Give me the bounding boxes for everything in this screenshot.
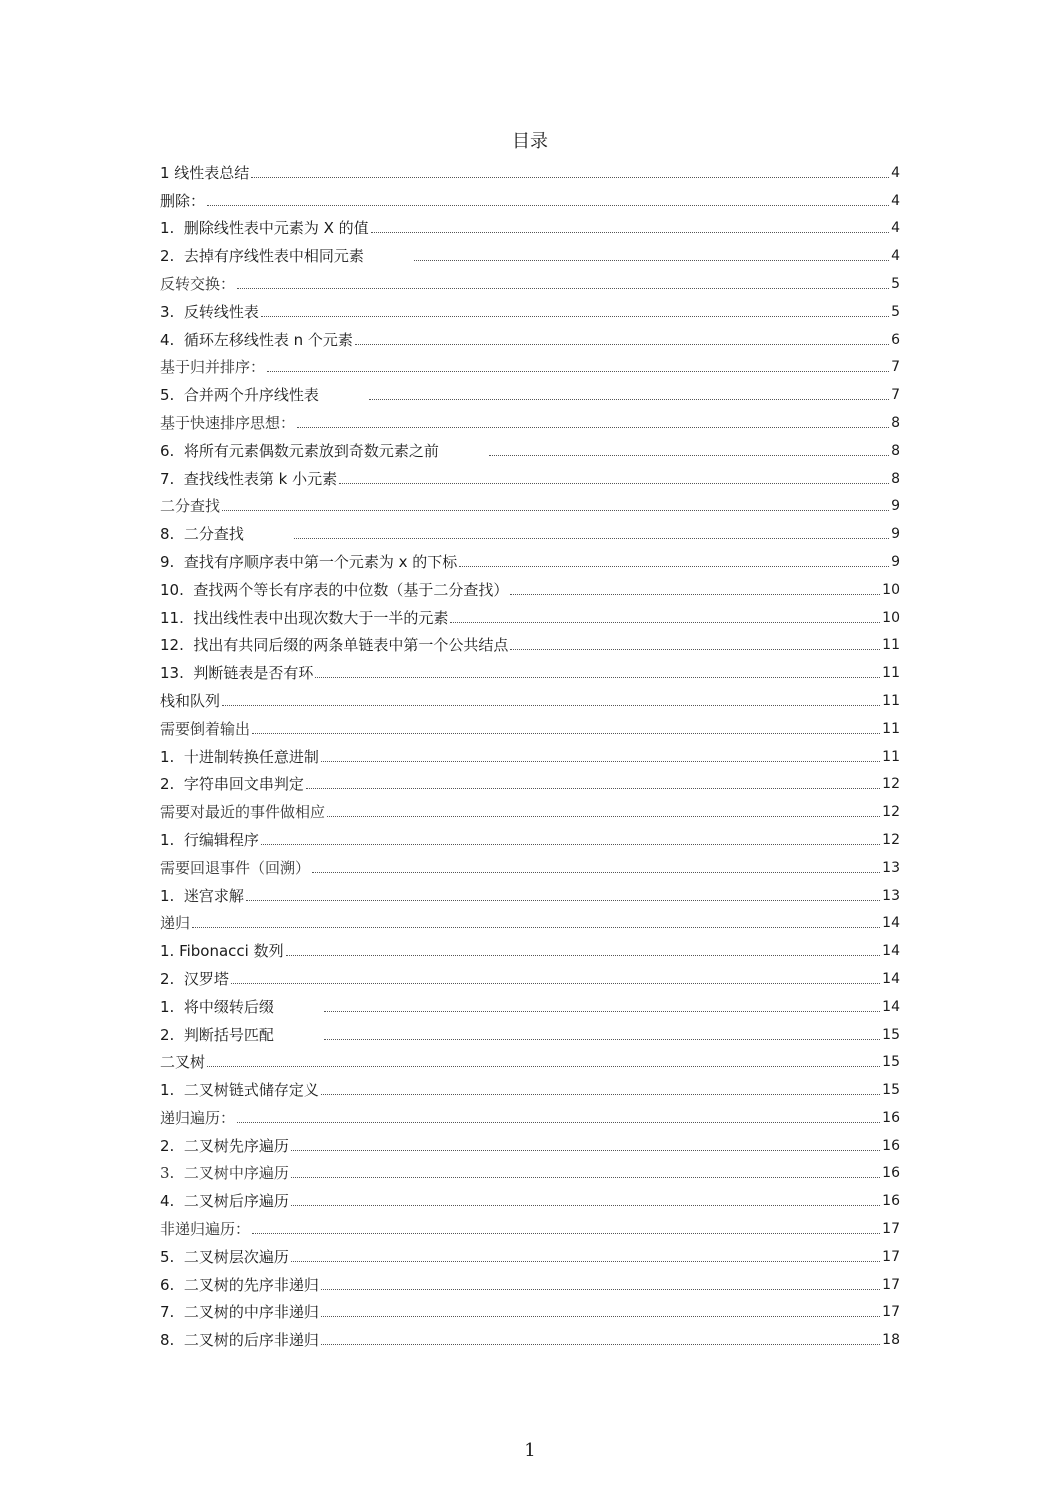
toc-entry[interactable] [160, 517, 900, 545]
toc-entry[interactable] [160, 1073, 900, 1101]
toc-dot-leader [231, 982, 880, 984]
toc-entry-title: 11. 找出线性表中出现次数大于一半的元素 [160, 608, 449, 627]
toc-entry-page: 14 [882, 943, 900, 960]
toc-entry-page: 7 [891, 359, 900, 376]
toc-dot-leader [321, 760, 880, 762]
toc-entry-page: 6 [891, 331, 900, 348]
toc-dot-leader [261, 315, 889, 317]
toc-entry[interactable] [160, 601, 900, 629]
toc-entry-page: 4 [891, 248, 900, 265]
toc-entry-title: 栈和队列 [160, 691, 221, 710]
toc-dot-leader [252, 1232, 880, 1234]
toc-entry-page: 11 [882, 665, 900, 682]
toc-entry-page: 16 [882, 1137, 900, 1154]
toc-entry[interactable] [160, 629, 900, 657]
toc-entry[interactable] [160, 1129, 900, 1157]
toc-entry-page: 15 [882, 1026, 900, 1043]
toc-entry-title: 7. 查找线性表第 k 小元素 [160, 469, 338, 488]
toc-dot-leader [222, 509, 889, 511]
toc-entry[interactable] [160, 490, 900, 518]
toc-entry[interactable] [160, 1018, 900, 1046]
toc-entry-title: 基于快速排序思想： [160, 413, 296, 432]
toc-dot-leader [252, 732, 880, 734]
toc-dot-leader [222, 704, 880, 706]
toc-entry-page: 16 [882, 1165, 900, 1182]
toc-dot-leader [312, 871, 880, 873]
toc-entry[interactable] [160, 879, 900, 907]
toc-title: 目录 [512, 131, 548, 152]
toc-entry[interactable] [160, 795, 900, 823]
toc-dot-leader [267, 370, 889, 372]
toc-entry[interactable] [160, 323, 900, 351]
toc-dot-leader [450, 621, 880, 623]
toc-entry[interactable] [160, 239, 900, 267]
toc-entry-page: 17 [882, 1276, 900, 1293]
toc-entry-page: 10 [882, 609, 900, 626]
toc-dot-leader [371, 231, 889, 233]
toc-dot-leader [355, 343, 889, 345]
toc-entry-title: 删除： [160, 191, 206, 210]
toc-dot-leader [321, 1343, 880, 1345]
toc-entry-page: 16 [882, 1193, 900, 1210]
toc-entry[interactable] [160, 851, 900, 879]
toc-entry[interactable] [160, 990, 900, 1018]
toc-entry-title: 3. 反转线性表 [160, 302, 259, 321]
toc-entry-page: 4 [891, 220, 900, 237]
toc-entry-page: 18 [882, 1332, 900, 1349]
toc-entry-title: 反转交换： [160, 274, 236, 293]
toc-entry-page: 7 [891, 387, 900, 404]
toc-dot-leader [286, 954, 881, 956]
toc-entry-page: 8 [891, 414, 900, 431]
toc-dot-leader [237, 1121, 880, 1123]
toc-entry[interactable] [160, 1157, 900, 1185]
toc-entry-title: 二叉树 [160, 1053, 206, 1072]
toc-entry[interactable] [160, 462, 900, 490]
toc-entry[interactable] [160, 768, 900, 796]
toc-dot-leader [324, 1010, 880, 1012]
toc-entry-title: 2. 汉罗塔 [160, 969, 229, 988]
toc-entry-page: 11 [882, 692, 900, 709]
toc-entry-page: 9 [891, 526, 900, 543]
table-of-contents [160, 156, 900, 1351]
toc-dot-leader [246, 899, 880, 901]
toc-entry-page: 9 [891, 553, 900, 570]
toc-entry[interactable] [160, 962, 900, 990]
toc-entry[interactable] [160, 1268, 900, 1296]
toc-entry-page: 17 [882, 1248, 900, 1265]
toc-entry-page: 12 [882, 776, 900, 793]
toc-dot-leader [321, 1093, 880, 1095]
toc-entry-title: 2. 判断括号匹配 [160, 1025, 274, 1044]
toc-entry-title: 1. 将中缀转后缀 [160, 997, 274, 1016]
toc-entry[interactable] [160, 434, 900, 462]
toc-entry-page: 12 [882, 804, 900, 821]
toc-entry[interactable] [160, 684, 900, 712]
toc-entry[interactable] [160, 1101, 900, 1129]
toc-dot-leader [291, 1260, 880, 1262]
toc-entry-page: 14 [882, 915, 900, 932]
toc-entry-title: 12. 找出有共同后缀的两条单链表中第一个公共结点 [160, 636, 509, 655]
toc-dot-leader [207, 1065, 880, 1067]
toc-entry-page: 17 [882, 1304, 900, 1321]
toc-entry[interactable] [160, 1240, 900, 1268]
toc-dot-leader [414, 259, 889, 261]
toc-entry-page: 12 [882, 831, 900, 848]
toc-dot-leader [192, 926, 880, 928]
toc-entry-page: 8 [891, 442, 900, 459]
toc-entry-page: 14 [882, 998, 900, 1015]
toc-entry-page: 13 [882, 859, 900, 876]
toc-entry-title: 5. 合并两个升序线性表 [160, 386, 319, 405]
toc-entry-title: 1. 二叉树链式储存定义 [160, 1081, 319, 1100]
toc-entry-title: 非递归遍历： [160, 1220, 251, 1239]
toc-entry-page: 4 [891, 164, 900, 181]
toc-entry-title: 3. 二叉树中序遍历 [160, 1164, 289, 1183]
toc-entry-page: 14 [882, 970, 900, 987]
toc-entry-page: 15 [882, 1054, 900, 1071]
toc-entry[interactable] [160, 1323, 900, 1351]
toc-entry-title: 6. 二叉树的先序非递归 [160, 1275, 319, 1294]
toc-entry-title: 1. Fibonacci 数列 [160, 942, 284, 961]
toc-entry-title: 5. 二叉树层次遍历 [160, 1247, 289, 1266]
toc-dot-leader [291, 1204, 880, 1206]
toc-dot-leader [324, 1038, 880, 1040]
toc-entry[interactable] [160, 573, 900, 601]
toc-dot-leader [237, 287, 889, 289]
toc-entry-page: 13 [882, 887, 900, 904]
toc-entry-page: 4 [891, 192, 900, 209]
toc-entry-page: 11 [882, 637, 900, 654]
toc-dot-leader [327, 815, 880, 817]
toc-entry-page: 17 [882, 1221, 900, 1238]
toc-entry-title: 1 线性表总结 [160, 163, 250, 182]
toc-entry-title: 4. 二叉树后序遍历 [160, 1192, 289, 1211]
toc-entry-title: 8. 二分查找 [160, 525, 244, 544]
toc-entry-page: 11 [882, 748, 900, 765]
toc-dot-leader [294, 537, 889, 539]
toc-dot-leader [251, 176, 889, 178]
toc-entry-title: 基于归并排序： [160, 358, 266, 377]
toc-dot-leader [261, 843, 880, 845]
toc-entry-page: 5 [891, 303, 900, 320]
toc-entry[interactable] [160, 184, 900, 212]
toc-dot-leader [510, 648, 880, 650]
toc-entry[interactable] [160, 212, 900, 240]
page-number: 1 [524, 1440, 536, 1461]
toc-entry-page: 16 [882, 1109, 900, 1126]
toc-dot-leader [207, 204, 889, 206]
toc-entry-title: 1. 删除线性表中元素为 X 的值 [160, 219, 369, 238]
toc-entry[interactable] [160, 156, 900, 184]
toc-dot-leader [321, 1288, 880, 1290]
toc-dot-leader [297, 426, 889, 428]
toc-entry-title: 递归 [160, 914, 191, 933]
toc-entry[interactable] [160, 740, 900, 768]
toc-entry[interactable] [160, 295, 900, 323]
toc-entry-title: 4. 循环左移线性表 n 个元素 [160, 330, 353, 349]
toc-entry-title: 7. 二叉树的中序非递归 [160, 1303, 319, 1322]
toc-entry-title: 1. 迷宫求解 [160, 886, 244, 905]
toc-dot-leader [306, 787, 880, 789]
toc-entry-title: 2. 字符串回文串判定 [160, 775, 304, 794]
toc-entry[interactable] [160, 1212, 900, 1240]
toc-entry[interactable] [160, 351, 900, 379]
toc-dot-leader [315, 676, 880, 678]
toc-dot-leader [291, 1176, 880, 1178]
toc-entry-title: 需要对最近的事件做相应 [160, 803, 326, 822]
toc-entry-page: 5 [891, 275, 900, 292]
toc-entry-title: 1. 行编辑程序 [160, 830, 259, 849]
toc-entry[interactable] [160, 907, 900, 935]
toc-entry[interactable] [160, 267, 900, 295]
toc-entry-title: 1. 十进制转换任意进制 [160, 747, 319, 766]
toc-entry[interactable] [160, 656, 900, 684]
toc-entry-title: 9. 查找有序顺序表中第一个元素为 x 的下标 [160, 552, 458, 571]
toc-entry[interactable] [160, 1296, 900, 1324]
toc-entry-title: 10. 查找两个等长有序表的中位数（基于二分查找） [160, 580, 509, 599]
toc-entry-page: 11 [882, 720, 900, 737]
toc-entry-page: 10 [882, 581, 900, 598]
toc-entry[interactable] [160, 406, 900, 434]
toc-entry[interactable] [160, 1046, 900, 1074]
toc-entry[interactable] [160, 1184, 900, 1212]
toc-entry[interactable] [160, 823, 900, 851]
toc-dot-leader [291, 1149, 880, 1151]
toc-entry-title: 6. 将所有元素偶数元素放到奇数元素之前 [160, 441, 439, 460]
toc-entry-title: 需要回退事件（回溯） [160, 858, 311, 877]
toc-entry-title: 2. 去掉有序线性表中相同元素 [160, 247, 364, 266]
toc-entry[interactable] [160, 934, 900, 962]
toc-dot-leader [489, 454, 889, 456]
toc-entry[interactable] [160, 712, 900, 740]
toc-entry-title: 13. 判断链表是否有环 [160, 664, 314, 683]
toc-entry-title: 需要倒着输出 [160, 719, 251, 738]
toc-entry-page: 8 [891, 470, 900, 487]
toc-dot-leader [321, 1315, 880, 1317]
toc-entry-title: 8. 二叉树的后序非递归 [160, 1331, 319, 1350]
toc-entry[interactable] [160, 545, 900, 573]
toc-entry-title: 递归遍历： [160, 1108, 236, 1127]
toc-dot-leader [459, 565, 889, 567]
toc-entry-title: 二分查找 [160, 497, 221, 516]
toc-dot-leader [510, 593, 880, 595]
toc-entry-title: 2. 二叉树先序遍历 [160, 1136, 289, 1155]
toc-entry-page: 9 [891, 498, 900, 515]
toc-entry-page: 15 [882, 1082, 900, 1099]
toc-dot-leader [369, 398, 889, 400]
toc-entry[interactable] [160, 378, 900, 406]
toc-dot-leader [339, 482, 889, 484]
